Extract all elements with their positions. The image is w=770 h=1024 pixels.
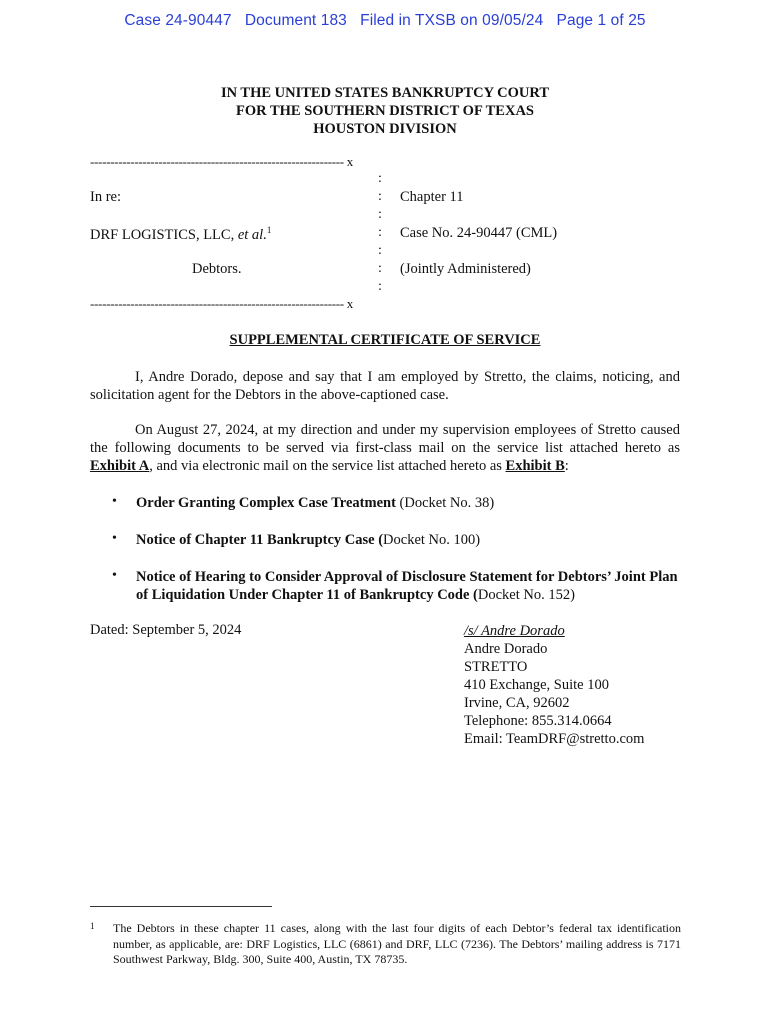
court-division: HOUSTON DIVISION — [313, 121, 457, 137]
service-text-a: On August 27, 2024, at my direction and under my supervision employees of Stretto caused the following documents to be served via first-class mail on the service list attached hereto as — [90, 422, 680, 456]
document-title: SUPPLEMENTAL CERTIFICATE OF SERVICE — [229, 332, 541, 348]
footnote-reference: 1 — [266, 225, 272, 235]
header-filed: Filed in TXSB on 09/05/24 — [360, 12, 544, 29]
bullet-icon: • — [112, 568, 117, 583]
signer-email: Email: TeamDRF@stretto.com — [464, 731, 645, 747]
et-al: et al. — [237, 226, 267, 243]
signer-telephone: Telephone: 855.314.0664 — [464, 713, 612, 729]
header-case: Case 24-90447 — [124, 12, 232, 29]
paragraph-service — [90, 421, 680, 475]
caption-colon: : — [378, 207, 382, 222]
caption-colon: : — [378, 243, 382, 258]
bullet-icon: • — [112, 494, 117, 509]
caption-colon: : — [378, 279, 382, 294]
signature: /s/ Andre Dorado — [464, 623, 565, 639]
caption-colon: : — [378, 171, 382, 186]
caption-in-re: In re: — [90, 189, 121, 205]
list-item — [136, 531, 680, 549]
ecf-header-stamp — [0, 12, 770, 30]
list-item-docket: Docket No. 100) — [383, 532, 481, 548]
caption-colon: : — [378, 189, 382, 204]
signer-address-line1: 410 Exchange, Suite 100 — [464, 677, 609, 693]
caption-debtor-name — [90, 225, 271, 244]
caption-jointly-administered: (Jointly Administered) — [400, 261, 531, 277]
caption-case-number: Case No. 24-90447 (CML) — [400, 225, 558, 241]
list-item-docket: Docket No. 152) — [477, 587, 575, 603]
signature-block — [464, 622, 644, 748]
caption-bottom-rule: --------------------------------------------------------------- x — [90, 296, 353, 311]
list-item — [136, 494, 680, 512]
caption-top-rule: --------------------------------------------------------------- x — [90, 154, 353, 169]
bullet-icon: • — [112, 531, 117, 546]
list-item — [136, 568, 680, 604]
caption-chapter: Chapter 11 — [400, 189, 464, 205]
paragraph-declarant: I, Andre Dorado, depose and say that I am employed by Stretto, the claims, noticing, and solicitation agent for the Debtors in the above-captioned case. — [90, 369, 680, 403]
exhibit-b-ref: Exhibit B — [505, 458, 565, 474]
header-document: Document 183 — [244, 12, 347, 29]
signer-company: STRETTO — [464, 659, 528, 675]
list-item-docket: (Docket No. 38) — [395, 495, 495, 511]
service-text-b: , and via electronic mail on the service list attached hereto as — [149, 458, 506, 474]
signer-name: Andre Dorado — [464, 641, 548, 657]
footnote-divider — [90, 906, 272, 907]
caption-debtors-label: Debtors. — [192, 261, 242, 277]
signer-address-line2: Irvine, CA, 92602 — [464, 695, 570, 711]
service-text-c: : — [564, 458, 569, 474]
exhibit-a-ref: Exhibit A — [90, 458, 150, 474]
court-district: FOR THE SOUTHERN DISTRICT OF TEXAS — [235, 103, 534, 119]
list-item-title: Notice of Chapter 11 Bankruptcy Case ( — [136, 532, 384, 548]
court-name: IN THE UNITED STATES BANKRUPTCY COURT — [220, 85, 550, 101]
footnote-number: 1 — [90, 921, 95, 931]
debtor-name: DRF LOGISTICS, LLC, — [90, 226, 235, 243]
header-page: Page 1 of 25 — [556, 12, 646, 29]
list-item-title: Notice of Hearing to Consider Approval of Disclosure Statement for Debtors’ Joint Plan of Liquidation Under Chapter 11 of Bankruptcy Code ( — [136, 569, 678, 603]
list-item-title: Order Granting Complex Case Treatment — [136, 495, 396, 511]
caption-colon: : — [378, 225, 382, 240]
footnote-text: The Debtors in these chapter 11 cases, along with the last four digits of each Debtor’s federal tax identification number, as applicable, are: DRF Logistics, LLC (6861) and DRF, LLC (7236). The Debtors’ mailing address is 7171 Southwest Parkway, Bldg. 300, Suite 400, Austin, TX 78735. — [113, 921, 681, 966]
dated-line: Dated: September 5, 2024 — [90, 622, 242, 638]
caption-colon: : — [378, 261, 382, 276]
